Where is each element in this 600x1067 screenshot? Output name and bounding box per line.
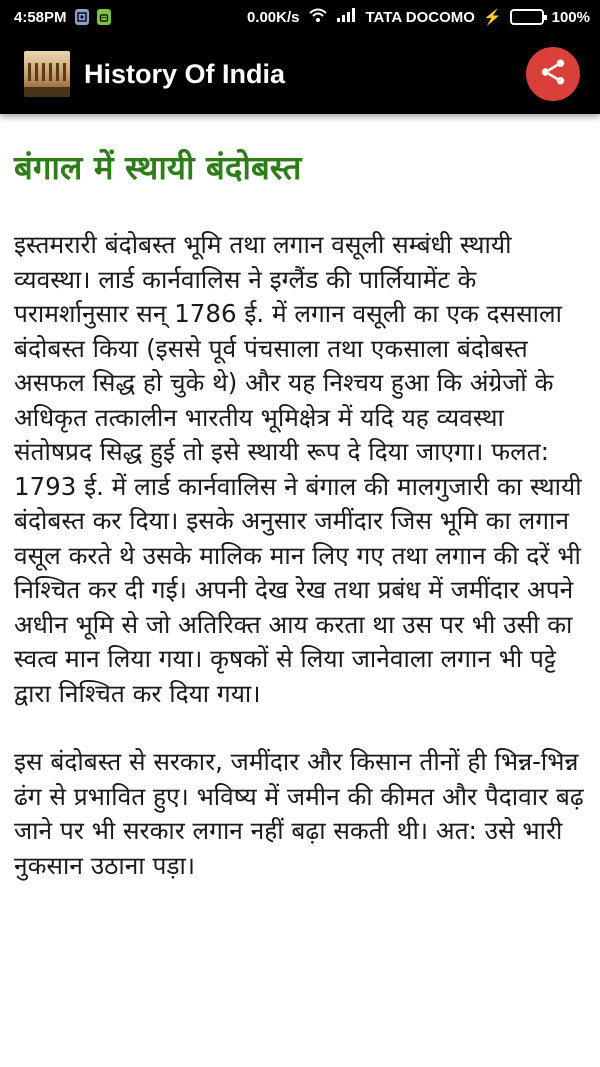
gallery-notification-icon (75, 9, 89, 25)
share-icon (538, 57, 568, 91)
status-right (239, 7, 590, 27)
network-speed: 0.00K/s (246, 8, 300, 26)
battery-percent: 100% (551, 8, 590, 26)
wifi-icon (308, 7, 328, 27)
share-button[interactable] (526, 47, 580, 101)
android-notification-icon (97, 9, 111, 25)
status-left (14, 9, 119, 26)
article-content[interactable] (0, 114, 600, 1067)
article-paragraph: इस बंदोबस्त से सरकार, जमींदार और किसान तीनों ही भिन्न-भिन्न ढंग से प्रभावित हुए। भविष्य में जमीन की कीमत और पैदावार बढ़ जाने पर भी सरकार लगान नहीं बढ़ा सकती थी। अत: उसे भारी नुकसान उठाना पड़ा। (14, 747, 584, 880)
article-title: बंगाल में स्थायी बंदोबस्त (14, 148, 302, 187)
app-logo (24, 51, 70, 97)
battery-icon (510, 9, 544, 25)
carrier-name: TATA DOCOMO (365, 8, 475, 26)
signal-icon (336, 7, 358, 27)
app-bar (0, 34, 600, 114)
charging-icon: ⚡ (482, 9, 502, 26)
app-title: History Of India (84, 58, 286, 89)
article-paragraph: इस्तमरारी बंदोबस्त भूमि तथा लगान वसूली सम्बंधी स्थायी व्यवस्था। लार्ड कार्नवालिस ने इग्लैंड की पार्लियामेंट के परामर्शानुसार सन् 1786 ई. में लगान वसूली का एक दससाला बंदोबस्त किया (इससे पूर्व पंचसाला तथा एकसाला बंदोबस्त असफल सिद्ध हो चुके थे) और यह निश्चय हुआ कि अंग्रेजों के अधिकृत तत्कालीन भारतीय भूमिक्षेत्र में यदि यह व्यवस्था संतोषप्रद सिद्ध हुई तो इसे स्थायी रूप दे दिया जाएगा। फलत: 1793 ई. में लार्ड कार्नवालिस ने बंगाल की मालगुजारी का स्थायी बंदोबस्त कर दिया। इसके अनुसार जमींदार जिस भूमि का लगान वसूल करते थे उसके मालिक मान लिए गए तथा लगान की दरें भी निश्चित कर दी गई। अपनी देख रेख तथा प्रबंध में जमींदार अपने अधीन भूमि से जो अतिरिक्त आय करता था उस पर भी उसी का स्वत्व मान लिया गया। कृषकों से लिया जानेवाला लगान भी पट्टे द्वारा निश्चित कर दिया गया। (14, 230, 582, 708)
status-time: 4:58PM (14, 8, 67, 26)
status-bar (0, 0, 600, 34)
